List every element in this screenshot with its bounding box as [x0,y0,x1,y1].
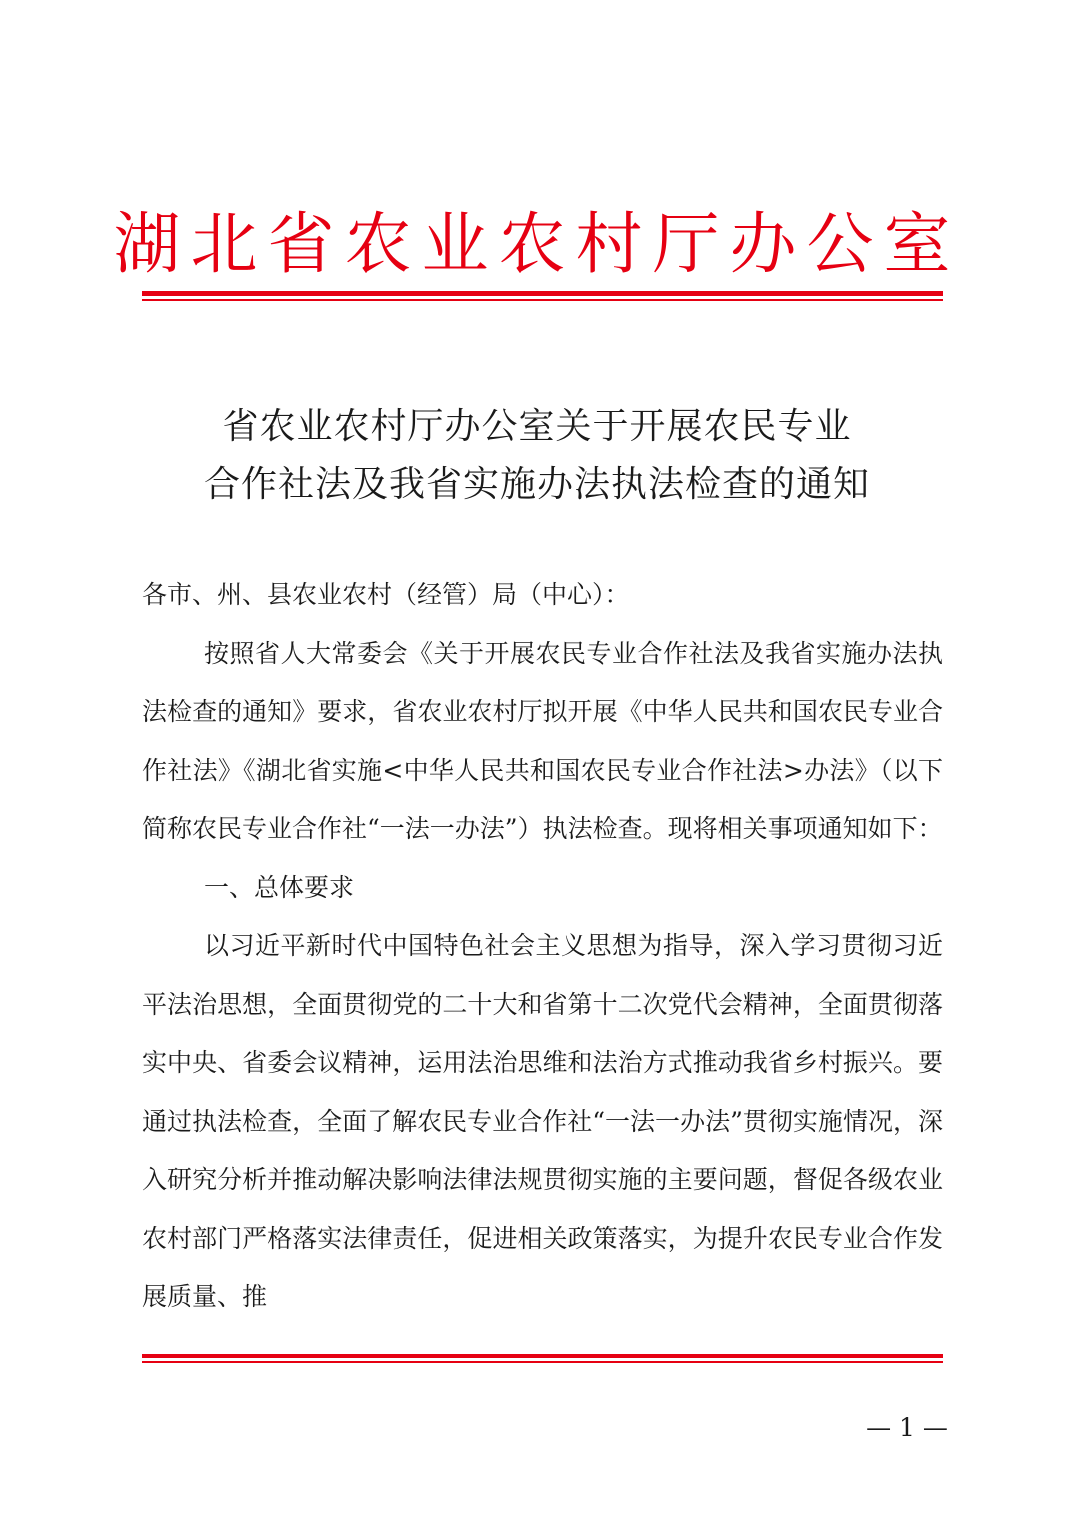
addressee: 各市、州、县农业农村（经管）局（中心）： [142,580,630,609]
letterhead-divider-thin [142,299,943,301]
letterhead-divider-thick [142,291,943,296]
page-number: — 1 — [866,1413,948,1442]
document-title [0,398,1074,514]
footer-divider-thick [142,1354,943,1358]
letterhead-org-name: 湖北省农业农村厅办公室 [113,205,961,283]
document-body [142,566,943,1327]
footer-divider-thin [142,1361,943,1363]
paragraph-general-requirements: 以习近平新时代中国特色社会主义思想为指导，深入学习贯彻习近平法治思想，全面贯彻党的二十大和省第十二次党代会精神，全面贯彻落实中央、省委会议精神，运用法治思维和法治方式推动我省乡村振兴。要通过执法检查，全面了解农民专业合作社“一法一办法”贯彻实施情况，深入研究分析并推动解决影响法律法规贯彻实施的主要问题，督促各级农业农村部门严格落实法律责任，促进相关政策落实，为提升农民专业合作发展质量、推 [142,931,943,1311]
paragraph-intro: 按照省人大常委会《关于开展农民专业合作社法及我省实施办法执法检查的通知》要求，省农业农村厅拟开展《中华人民共和国农民专业合作社法》《湖北省实施<中华人民共和国农民专业合作社法>办法》（以下简称农民专业合作社“一法一办法”）执法检查。现将相关事项通知如下： [142,638,943,843]
document-title-line-1: 省农业农村厅办公室关于开展农民专业 [222,406,852,447]
document-title-line-2: 合作社法及我省实施办法执法检查的通知 [203,464,870,505]
section-heading-general-requirements: 一、总体要求 [204,872,355,902]
